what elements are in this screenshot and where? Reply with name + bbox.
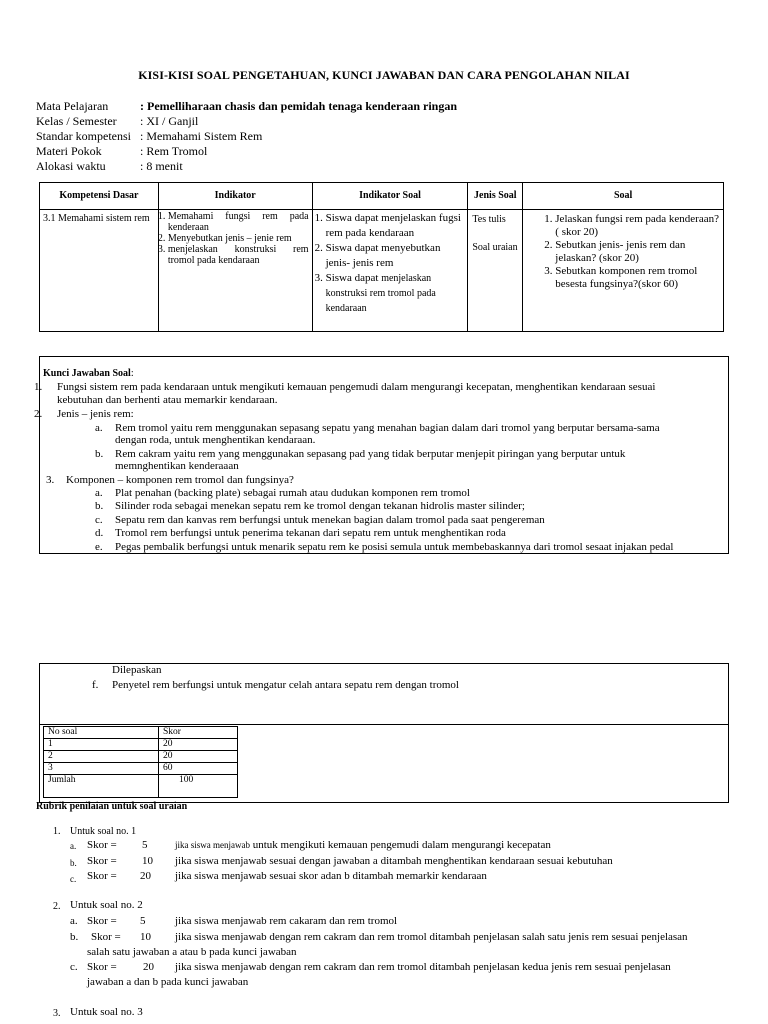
header-kompetensi: Kompetensi Dasar <box>40 183 159 210</box>
rubrik-letter: c. <box>70 961 78 973</box>
rubrik-letter: a. <box>70 915 78 927</box>
list-item: 1. Jelaskan fungsi rem pada kenderaan? ( skor 20) <box>555 213 719 239</box>
rubrik-num-1: 1. <box>53 826 61 837</box>
komponen-item-f: Penyetel rem berfungsi untuk mengatur celah antara sepatu rem dengan tromol <box>112 679 459 691</box>
indikator-list <box>159 211 312 266</box>
meta-value: : Rem Tromol <box>140 144 208 158</box>
skor-total-value: 100 <box>159 775 238 798</box>
list-item: 2. Sebutkan jenis- jenis rem dan jelaskan? (skor 20) <box>555 239 719 265</box>
skor-total-label: Jumlah <box>44 775 159 798</box>
document-title: KISI-KISI SOAL PENGETAHUAN, KUNCI JAWABAN DAN CARA PENGOLAHAN NILAI <box>138 68 630 82</box>
cell-jenis-soal <box>468 210 523 332</box>
kunci-title-text: Kunci Jawaban Soal <box>43 368 131 379</box>
header-soal: Soal <box>523 183 724 210</box>
kunci-num-1: 1. <box>34 381 43 393</box>
rubrik-desc <box>175 838 551 853</box>
kunci-item-2a-cont: dengan roda, untuk menghentikan kendaraan. <box>115 434 316 446</box>
komponen-item: Pegas pembalik berfungsi untuk menarik sepatu rem ke posisi semula untuk membebaskannya dari tromol sesaat injakan pedal <box>115 541 674 553</box>
table-row <box>44 775 238 798</box>
table-row <box>44 763 238 775</box>
komponen-letter: d. <box>95 527 104 539</box>
kunci-letter-a: a. <box>95 422 103 434</box>
skor-cell: 2 <box>44 751 159 763</box>
meta-value: : XI / Ganjil <box>140 114 199 128</box>
rubrik-head-3: Untuk soal no. 3 <box>70 1006 143 1018</box>
list-item: 2. Menyebutkan jenis – jenie rem <box>168 233 309 244</box>
soal-list <box>523 213 723 291</box>
kunci-num-2: 2. <box>34 408 43 420</box>
cell-soal <box>523 210 724 332</box>
meta-label: Mata Pelajaran <box>36 99 109 113</box>
table-row <box>44 727 238 739</box>
table-row <box>40 210 724 332</box>
kunci-item-3: Komponen – komponen rem tromol dan fungsinya? <box>66 474 294 486</box>
skor-cell: 20 <box>159 739 238 751</box>
cell-kompetensi <box>40 210 159 332</box>
rubrik-desc: jika siswa menjawab sesuai dengan jawaban a ditambah menghentikan kendaraan sesuai kebutuhan <box>175 855 613 867</box>
rubrik-letter: c. <box>70 874 77 884</box>
kompetensi-text: 3.1 Memahami sistem rem <box>43 213 150 224</box>
rubrik-skor-value: 5 <box>140 915 146 927</box>
meta-row-materi <box>36 144 457 159</box>
divider <box>40 724 728 725</box>
rubrik-num-3: 3. <box>53 1008 61 1019</box>
kunci-jawaban-box <box>34 356 729 554</box>
rubrik-desc: jika siswa menjawab dengan rem cakram dan rem tromol ditambah penjelasan kedua jenis rem sesuai penjelasan <box>175 961 671 973</box>
rubrik-desc: jika siswa menjawab rem cakaram dan rem tromol <box>175 915 398 927</box>
list-item: 2. Siswa dapat menyebutkan jenis- jenis rem <box>326 241 466 271</box>
skor-table <box>43 726 238 798</box>
jenis-tes: Tes tulis <box>472 214 506 225</box>
rubrik-desc-part: jika siswa menjawab <box>175 840 250 850</box>
komponen-item: Plat penahan (backing plate) sebagai rumah atau dudukan komponen rem tromol <box>115 487 470 499</box>
meta-block <box>36 99 457 174</box>
meta-row-waktu <box>36 159 457 174</box>
rubrik-letter: b. <box>70 858 77 868</box>
skor-header-no: No soal <box>44 727 159 739</box>
rubrik-skor-value: 10 <box>140 931 151 943</box>
skor-cell: 3 <box>44 763 159 775</box>
meta-label: Standar kompetensi <box>36 129 131 143</box>
meta-value: : Pemelliharaan chasis dan pemidah tenaga kenderaan ringan <box>140 99 458 113</box>
rubrik-letter: b. <box>70 931 79 943</box>
meta-row-sk <box>36 129 457 144</box>
kunci-title <box>43 368 134 381</box>
komponen-item: Silinder roda sebagai menekan sepatu rem ke tromol dengan tekanan hidrolis master silinder; <box>115 500 525 512</box>
kisi-kisi-table <box>39 182 724 332</box>
rubrik-skor-label: Skor = <box>87 961 117 973</box>
rubrik-head-1: Untuk soal no. 1 <box>70 826 137 837</box>
list-item-part: menjelaskan konstruksi rem tromol pada kendaraan <box>325 273 436 314</box>
rubrik-skor-label: Skor = <box>87 915 117 927</box>
skor-header-skor: Skor <box>159 727 238 739</box>
komponen-letter: c. <box>95 514 103 526</box>
kunci-item-1-cont: kebutuhan dan berhenti atau memarkir kendaraan. <box>57 394 278 406</box>
rubrik-desc-cont: jawaban a dan b pada kunci jawaban <box>87 976 249 988</box>
komponen-letter-f: f. <box>92 679 99 691</box>
kunci-item-2: Jenis – jenis rem: <box>57 408 134 420</box>
rubrik-desc: jika siswa menjawab dengan rem cakram dan rem tromol ditambah penjelasan salah satu jenis rem sesuai penjelasan <box>175 931 688 943</box>
rubrik-skor-label: Skor = <box>87 870 117 882</box>
kunci-item-2b-cont: memnghentikan kenderaaan <box>115 460 239 472</box>
rubrik-head-2: Untuk soal no. 2 <box>70 899 143 911</box>
komponen-letter: a. <box>95 487 103 499</box>
cell-indikator <box>158 210 312 332</box>
rubrik-skor-value: 20 <box>143 961 154 973</box>
list-item: 1. Memahami fungsi rem pada kenderaan <box>168 211 309 233</box>
meta-row-kelas <box>36 114 457 129</box>
komponen-item: Sepatu rem dan kanvas rem berfungsi untuk menekan bagian dalam tromol pada saat pengereman <box>115 514 545 526</box>
skor-cell: 20 <box>159 751 238 763</box>
header-indikator-soal: Indikator Soal <box>312 183 468 210</box>
rubrik-desc: jika siswa menjawab sesuai skor adan b ditambah memarkir kendaraan <box>175 870 487 882</box>
rubrik-skor-value: 20 <box>140 870 151 882</box>
list-item-part: Siswa dapat <box>325 272 379 284</box>
kunci-num-3: 3. <box>46 474 55 486</box>
meta-label: Materi Pokok <box>36 144 102 158</box>
list-item: 3. menjelaskan konstruksi rem tromol pada kendaraan <box>168 244 309 266</box>
header-jenis-soal: Jenis Soal <box>468 183 523 210</box>
rubrik-skor-value: 5 <box>142 839 148 851</box>
kunci-title-colon: : <box>130 368 134 379</box>
komponen-letter: e. <box>95 541 103 553</box>
table-row <box>44 751 238 763</box>
meta-value: : 8 menit <box>140 159 183 173</box>
table-row <box>44 739 238 751</box>
table-header-row <box>40 183 724 210</box>
cell-indikator-soal <box>312 210 468 332</box>
rubrik-skor-value: 10 <box>142 855 153 867</box>
rubrik-desc-cont: salah satu jawaban a atau b pada kunci jawaban <box>87 946 297 958</box>
komponen-letter: b. <box>95 500 104 512</box>
kunci-item-1: Fungsi sistem rem pada kendaraan untuk mengikuti kemauan pengemudi dalam mengurangi kecepatan, menghentikan kendaraan sesuai <box>57 381 656 393</box>
kunci-letter-b: b. <box>95 448 104 460</box>
rubrik-desc-part: untuk mengikuti kemauan pengemudi dalam mengurangi kecepatan <box>249 839 551 851</box>
indikator-soal-list <box>313 211 468 316</box>
dilepaskan-text: Dilepaskan <box>112 664 162 676</box>
rubrik-skor-label: Skor = <box>91 931 121 943</box>
meta-value: : Memahami Sistem Rem <box>140 129 263 143</box>
jenis-bentuk: Soal uraian <box>472 242 518 253</box>
komponen-item: Tromol rem berfungsi untuk penerima tekanan dari sepatu rem untuk menghentikan roda <box>115 527 506 539</box>
kunci-item-2b: Rem cakram yaitu rem yang menggunakan sepasang pad yang tidak berputar menjepit piringan yang berputar untuk <box>115 448 626 460</box>
meta-label: Kelas / Semester <box>36 114 117 128</box>
meta-row-mapel <box>36 99 457 114</box>
rubrik-num-2: 2. <box>53 901 61 912</box>
header-indikator: Indikator <box>158 183 312 210</box>
rubrik-letter: a. <box>70 841 77 851</box>
rubrik-title: Rubrik penilaian untuk soal uraian <box>36 801 188 812</box>
rubrik-skor-label: Skor = <box>87 855 117 867</box>
kunci-item-2a: Rem tromol yaitu rem menggunakan sepasang sepatu yang menahan bagian dalam dari tromol yang berputar bersama-sama <box>115 422 660 434</box>
skor-cell: 60 <box>159 763 238 775</box>
jenis-soal <box>468 210 522 274</box>
meta-label: Alokasi waktu <box>36 159 106 173</box>
rubrik-skor-label: Skor = <box>87 839 117 851</box>
skor-cell: 1 <box>44 739 159 751</box>
list-item: 1. Siswa dapat menjelaskan fugsi rem pada kendaraan <box>326 211 466 241</box>
list-item: 3. Sebutkan komponen rem tromol besesta fungsinya?(skor 60) <box>555 265 719 291</box>
list-item <box>326 271 466 316</box>
